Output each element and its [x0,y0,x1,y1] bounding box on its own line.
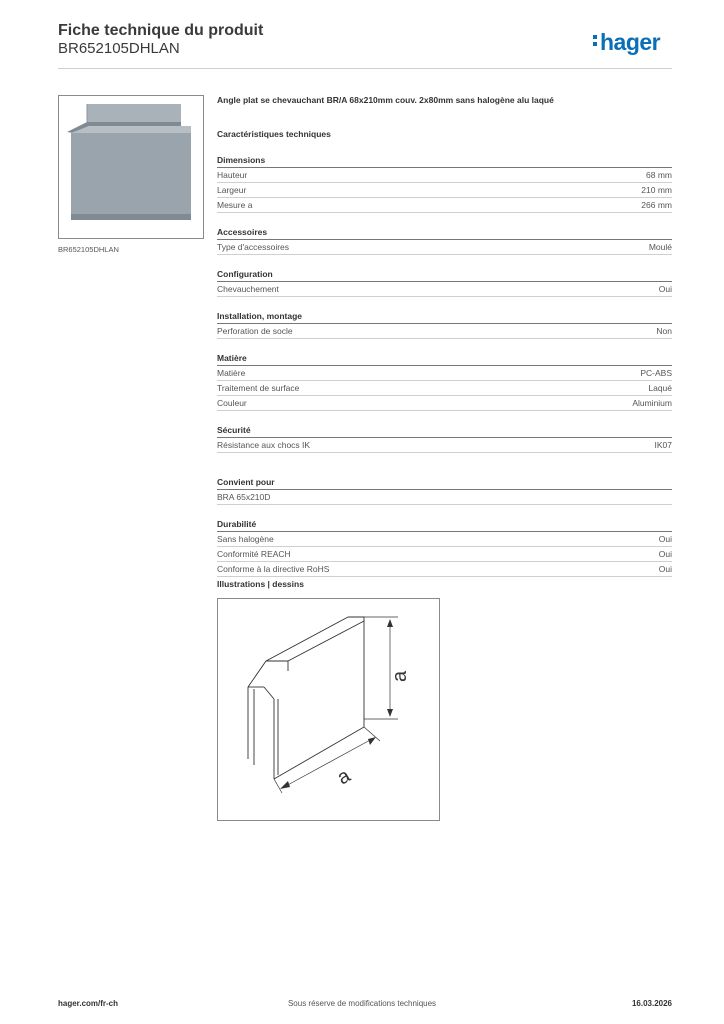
spec-value: 68 mm [646,170,672,180]
spec-label: Mesure a [217,200,253,210]
product-image-svg [59,96,203,238]
spec-row [217,562,672,577]
spec-label: Hauteur [217,170,248,180]
spec-row [217,396,672,411]
header-divider [58,68,672,69]
spec-label: Largeur [217,185,247,195]
spec-value: Oui [658,284,672,294]
section-title: Durabilité [217,519,672,532]
section-configuration [217,269,672,297]
section-securite [217,425,672,453]
spec-label: Conforme à la directive RoHS [217,564,330,574]
product-specs [217,95,672,577]
spec-value: Laqué [648,383,672,393]
spec-row [217,381,672,396]
product-image [58,95,204,239]
dimension-label-horizontal: a [333,764,355,790]
page-title: Fiche technique du produit [58,22,264,39]
spec-label: Couleur [217,398,247,408]
section-title: Accessoires [217,227,672,240]
spec-row [217,240,672,255]
spec-value: PC-ABS [640,368,672,378]
footer-website[interactable]: hager.com/fr-ch [58,999,119,1008]
footer-disclaimer: Sous réserve de modifications techniques [287,999,437,1008]
spec-label: Conformité REACH [217,549,291,559]
section-convient-pour [217,477,672,505]
section-accessoires [217,227,672,255]
section-title: Convient pour [217,477,672,490]
spec-label: Perforation de socle [217,326,293,336]
section-title: Sécurité [217,425,672,438]
spec-label: Chevauchement [217,284,279,294]
section-title: Matière [217,353,672,366]
spec-row [217,490,672,505]
spec-value: Aluminium [632,398,672,408]
logo-text: hager [600,29,661,55]
spec-row [217,532,672,547]
spec-value: 210 mm [641,185,672,195]
spec-value: Oui [658,534,672,544]
section-title: Installation, montage [217,311,672,324]
section-installation [217,311,672,339]
illustrations-title: Illustrations | dessins [217,579,304,589]
section-title: Dimensions [217,155,672,168]
tech-characteristics-title: Caractéristiques techniques [217,129,331,139]
spec-row [217,547,672,562]
spec-label: Résistance aux chocs IK [217,440,311,450]
technical-drawing-svg [218,599,439,820]
product-reference: BR652105DHLAN [58,40,180,57]
footer-date: 16.03.2026 [631,999,672,1008]
spec-row [217,282,672,297]
spec-value: IK07 [654,440,672,450]
dimension-label-vertical: a [389,670,411,682]
spec-value: Oui [658,564,672,574]
spec-value: Moulé [648,242,672,252]
spec-label: Type d'accessoires [217,242,290,252]
technical-drawing [217,598,440,821]
spec-row [217,438,672,453]
spec-row [217,198,672,213]
product-image-caption: BR652105DHLAN [58,245,119,254]
spec-value: Non [656,326,672,336]
spec-value: Oui [658,549,672,559]
section-durabilite [217,519,672,577]
spec-label: Matière [217,368,246,378]
spec-label: Sans halogène [217,534,274,544]
spec-row [217,183,672,198]
section-dimensions [217,155,672,213]
spec-label: BRA 65x210D [217,492,271,502]
spec-row [217,324,672,339]
spec-value: 266 mm [641,200,672,210]
spec-row [217,168,672,183]
section-title: Configuration [217,269,672,282]
spec-label: Traitement de surface [217,383,300,393]
hager-logo [593,29,660,56]
product-description: Angle plat se chevauchant BR/A 68x210mm couv. 2x80mm sans halogène alu laqué [217,95,554,105]
section-matiere [217,353,672,411]
logo-dots-icon [593,35,599,49]
spec-row [217,366,672,381]
